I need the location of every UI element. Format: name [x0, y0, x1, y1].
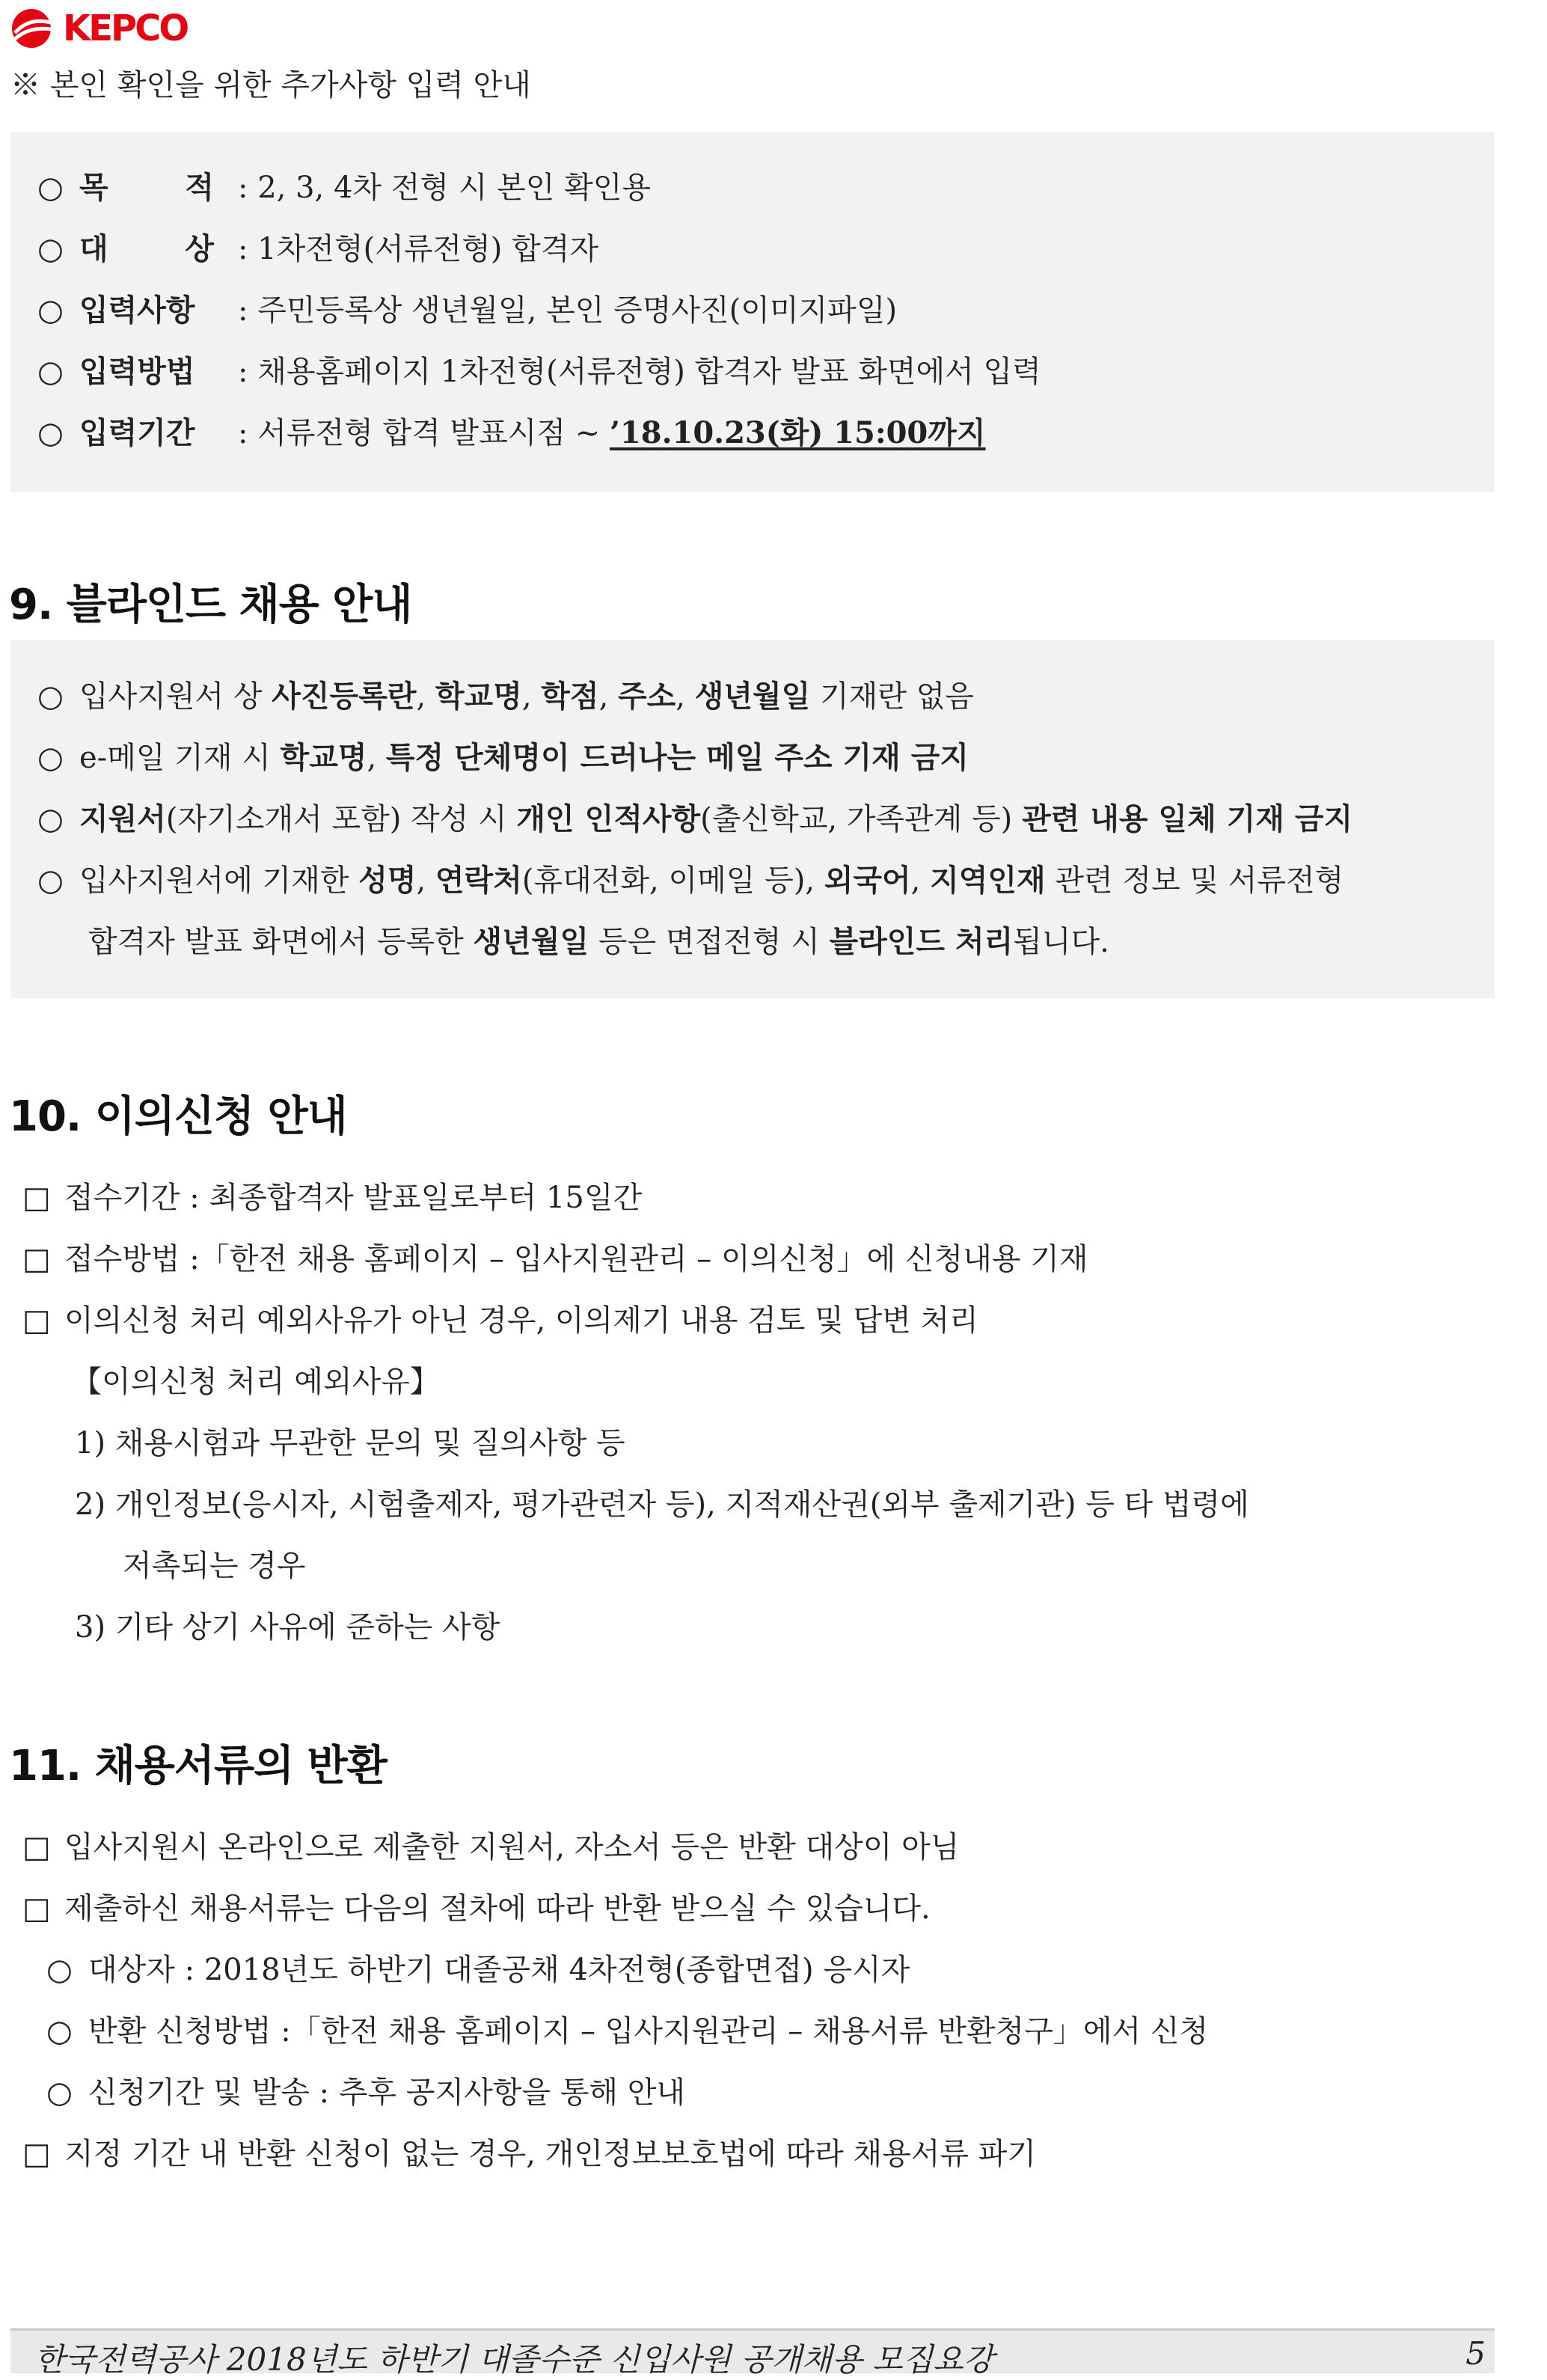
kepco-logo — [10, 6, 187, 51]
section-11-subitem: ○ 신청기간 및 발송 : 추후 공지사항을 통해 안내 — [46, 2072, 685, 2113]
section-9-item: ○ e-메일 기재 시 학교명, 특정 단체명이 드러나는 메일 주소 기재 금지 — [37, 738, 969, 778]
square-bullet-icon: □ — [22, 1303, 51, 1338]
square-bullet-icon: □ — [22, 1181, 51, 1215]
section-9-box — [10, 640, 1495, 998]
section-11-item: □ 지정 기간 내 반환 신청이 없는 경우, 개인정보보호법에 따라 채용서류 파기 — [22, 2134, 1036, 2174]
notice-deadline: ’18.10.23(화) 15:00까지 — [609, 415, 986, 450]
section-9-heading: 9. 블라인드 채용 안내 — [9, 581, 412, 629]
notice-label: 대 상 — [79, 231, 214, 266]
notice-item-method: ○ 입력방법 : 채용홈페이지 1차전형(서류전형) 합격자 발표 화면에서 입력 — [37, 352, 1041, 392]
circle-bullet-icon: ○ — [37, 416, 64, 450]
notice-label: 입력사항 — [79, 293, 195, 328]
section-9-item-continued: 합격자 발표 화면에서 등록한 생년월일 등은 면접전형 시 블라인드 처리됩니다. — [88, 924, 1109, 959]
square-bullet-icon: □ — [22, 2137, 51, 2171]
section-11-heading: 11. 채용서류의 반환 — [9, 1742, 387, 1790]
circle-bullet-icon: ○ — [37, 232, 64, 266]
circle-bullet-icon: ○ — [37, 293, 64, 328]
notice-box — [10, 132, 1495, 492]
circle-bullet-icon: ○ — [37, 802, 64, 836]
section-11-subitem: ○ 반환 신청방법 :「한전 채용 홈페이지 – 입사지원관리 – 채용서류 반환청구」에서 신청 — [46, 2011, 1208, 2052]
notice-item-target: ○ 대 상 : 1차전형(서류전형) 합격자 — [37, 229, 598, 269]
circle-bullet-icon: ○ — [37, 171, 64, 205]
square-bullet-icon: □ — [22, 1830, 51, 1864]
notice-value: 채용홈페이지 1차전형(서류전형) 합격자 발표 화면에서 입력 — [257, 355, 1041, 389]
circle-bullet-icon: ○ — [46, 2014, 73, 2049]
circle-bullet-icon: ○ — [37, 863, 64, 898]
notice-item-purpose: ○ 목 적 : 2, 3, 4차 전형 시 본인 확인용 — [37, 168, 651, 208]
circle-bullet-icon: ○ — [37, 679, 64, 714]
section-10-heading: 10. 이의신청 안내 — [9, 1092, 347, 1141]
section-10-item: □ 접수방법 :「한전 채용 홈페이지 – 입사지원관리 – 이의신청」에 신청내용 기재 — [22, 1239, 1088, 1279]
notice-value: 주민등록상 생년월일, 본인 증명사진(이미지파일) — [257, 293, 898, 328]
notice-item-period: ○ 입력기간 : 서류전형 합격 발표시점 ~ ’18.10.23(화) 15:00까지 — [37, 413, 986, 453]
circle-bullet-icon: ○ — [46, 2075, 73, 2110]
kepco-logo-text: KEPCO — [63, 7, 188, 49]
section-10-item: □ 접수기간 : 최종합격자 발표일로부터 15일간 — [22, 1178, 642, 1218]
exception-item: 2) 개인정보(응시자, 시험출제자, 평가관련자 등), 지적재산권(외부 출제기관) 등 타 법령에 — [75, 1487, 1249, 1522]
section-11-item: □ 입사지원시 온라인으로 제출한 지원서, 자소서 등은 반환 대상이 아님 — [22, 1827, 959, 1867]
exception-item: 1) 채용시험과 무관한 문의 및 질의사항 등 — [75, 1426, 625, 1460]
circle-bullet-icon: ○ — [46, 1953, 73, 1987]
notice-value: 1차전형(서류전형) 합격자 — [257, 232, 598, 266]
circle-bullet-icon: ○ — [37, 355, 64, 389]
exceptions-title: 【이의신청 처리 예외사유】 — [72, 1365, 440, 1399]
notice-label: 입력기간 — [79, 415, 195, 450]
section-9-item: ○ 지원서(자기소개서 포함) 작성 시 개인 인적사항(출신학교, 가족관계 등) 관련 내용 일체 기재 금지 — [37, 799, 1353, 839]
exception-item-continued: 저촉되는 경우 — [123, 1549, 306, 1583]
notice-item-input: ○ 입력사항 : 주민등록상 생년월일, 본인 증명사진(이미지파일) — [37, 290, 897, 331]
notice-value: 서류전형 합격 발표시점 ~ — [257, 416, 610, 450]
section-11-subitem: ○ 대상자 : 2018년도 하반기 대졸공채 4차전형(종합면접) 응시자 — [46, 1950, 910, 1990]
square-bullet-icon: □ — [22, 1891, 51, 1926]
notice-title: ※ 본인 확인을 위한 추가사항 입력 안내 — [10, 68, 531, 103]
kepco-logo-icon — [10, 7, 60, 49]
section-9-item: ○ 입사지원서에 기재한 성명, 연락처(휴대전화, 이메일 등), 외국어, 지역인재 관련 정보 및 서류전형 — [37, 860, 1344, 901]
page-footer — [10, 2328, 1495, 2378]
square-bullet-icon: □ — [22, 1242, 51, 1276]
section-11-item: □ 제출하신 채용서류는 다음의 절차에 따라 반환 받으실 수 있습니다. — [22, 1888, 931, 1929]
notice-label: 목 적 — [79, 170, 214, 205]
notice-value: 2, 3, 4차 전형 시 본인 확인용 — [257, 171, 652, 205]
page-number: 5 — [1465, 2335, 1486, 2372]
section-9-item: ○ 입사지원서 상 사진등록란, 학교명, 학점, 주소, 생년월일 기재란 없음 — [37, 676, 974, 717]
exception-item: 3) 기타 상기 사유에 준하는 사항 — [75, 1610, 500, 1645]
section-10-item: □ 이의신청 처리 예외사유가 아닌 경우, 이의제기 내용 검토 및 답변 처리 — [22, 1300, 978, 1341]
footer-title: 한국전력공사 2018년도 하반기 대졸수준 신입사원 공개채용 모집요강 — [34, 2341, 994, 2378]
circle-bullet-icon: ○ — [37, 741, 64, 775]
notice-label: 입력방법 — [79, 354, 195, 389]
